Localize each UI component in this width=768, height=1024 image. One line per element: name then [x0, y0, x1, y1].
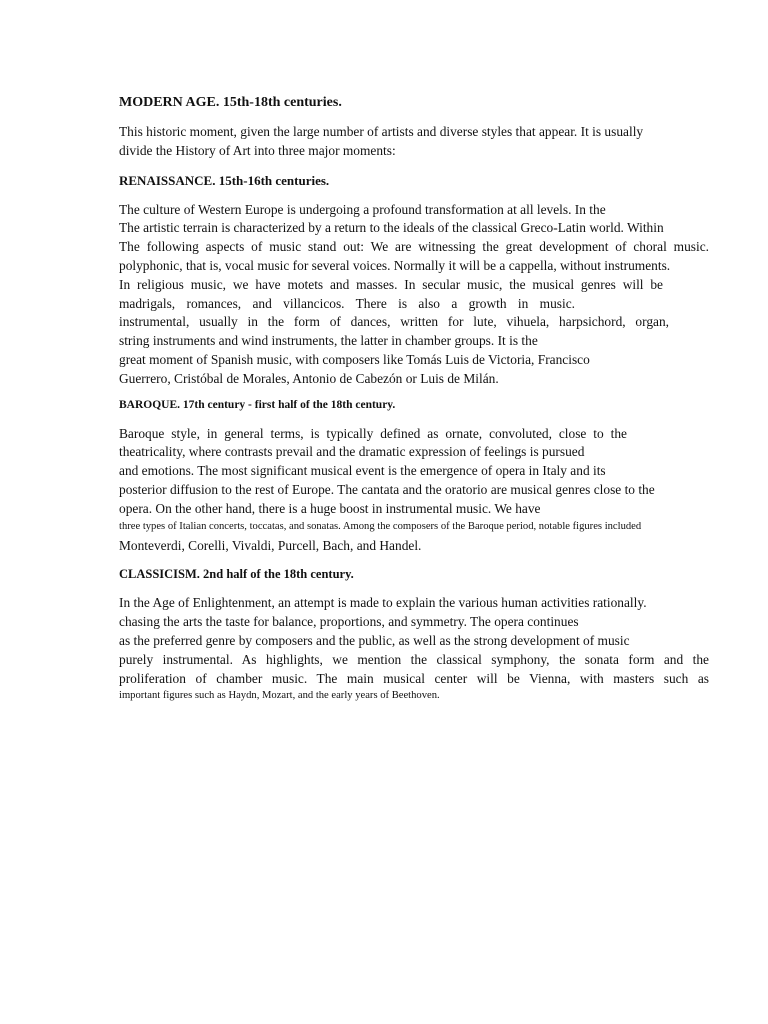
text-line: Baroque style, in general terms, is typically defined as ornate, convoluted, close to the	[119, 425, 627, 441]
text-line: as the preferred genre by composers and the public, as well as the strong development of music	[119, 632, 630, 648]
text-line: purely instrumental. As highlights, we mention the classical symphony, the sonata form and the	[119, 651, 709, 667]
text-line: instrumental, usually in the form of dances, written for lute, vihuela, harpsichord, organ,	[119, 314, 669, 330]
text-line: Monteverdi, Corelli, Vivaldi, Purcell, Bach, and Handel.	[119, 537, 422, 553]
text-line: theatricality, where contrasts prevail and the dramatic expression of feelings is pursued	[119, 444, 585, 460]
intro-paragraph	[119, 123, 709, 161]
text-line: In religious music, we have motets and masses. In secular music, the musical genres will be	[119, 276, 663, 292]
text-line: madrigals, romances, and villancicos. There is also a growth in music.	[119, 295, 575, 311]
document-body	[119, 94, 709, 703]
section-heading-baroque: BAROQUE. 17th century - first half of the 18th century.	[119, 398, 396, 411]
text-line: opera. On the other hand, there is a huge boost in instrumental music. We have	[119, 500, 541, 516]
text-line: polyphonic, that is, vocal music for several voices. Normally it will be a cappella, without instruments.	[119, 257, 671, 273]
baroque-paragraph	[119, 425, 709, 556]
text-line: divide the History of Art into three major moments:	[119, 142, 396, 158]
text-line: In the Age of Enlightenment, an attempt is made to explain the various human activities rationally.	[119, 595, 647, 611]
text-line: The following aspects of music stand out: We are witnessing the great development of choral music.	[119, 239, 709, 255]
text-line: important figures such as Haydn, Mozart, and the early years of Beethoven.	[119, 690, 440, 702]
renaissance-paragraph	[119, 201, 709, 389]
classicism-paragraph	[119, 594, 709, 703]
text-line: The artistic terrain is characterized by a return to the ideals of the classical Greco-Latin world. Within	[119, 220, 664, 236]
section-heading-classicism: CLASSICISM. 2nd half of the 18th century.	[119, 567, 354, 582]
section-heading-renaissance: RENAISSANCE. 15th-16th centuries.	[119, 172, 330, 188]
text-line: This historic moment, given the large number of artists and diverse styles that appear. It is usually	[119, 124, 644, 139]
text-line: posterior diffusion to the rest of Europe. The cantata and the oratorio are musical genres close to the	[119, 481, 655, 497]
text-line: proliferation of chamber music. The main musical center will be Vienna, with masters such as	[119, 670, 709, 686]
text-line: The culture of Western Europe is undergoing a profound transformation at all levels. In the	[119, 201, 606, 217]
text-line: chasing the arts the taste for balance, proportions, and symmetry. The opera continues	[119, 614, 579, 630]
page-title: MODERN AGE. 15th-18th centuries.	[119, 95, 342, 110]
text-line: Guerrero, Cristóbal de Morales, Antonio de Cabezón or Luis de Milán.	[119, 370, 499, 386]
text-line: three types of Italian concerts, toccatas, and sonatas. Among the composers of the Baroque period, notable figures included	[119, 520, 642, 532]
text-line: great moment of Spanish music, with composers like Tomás Luis de Victoria, Francisco	[119, 351, 590, 367]
text-line: string instruments and wind instruments, the latter in chamber groups. It is the	[119, 333, 538, 349]
text-line: and emotions. The most significant musical event is the emergence of opera in Italy and its	[119, 463, 606, 479]
